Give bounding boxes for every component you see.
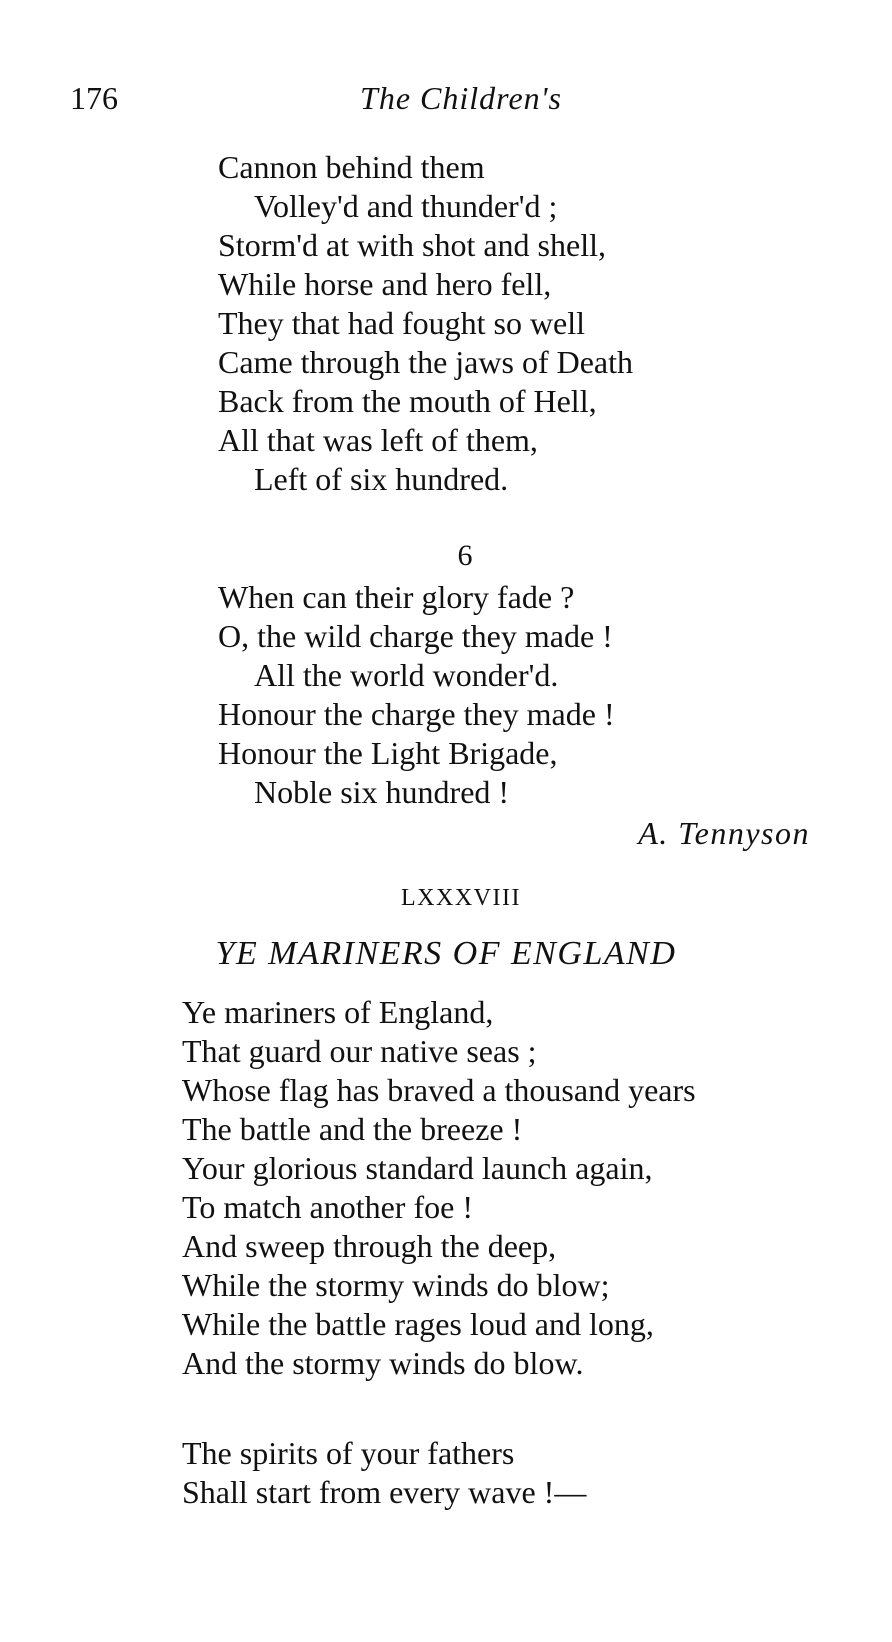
poem-line: Honour the Light Brigade, (218, 735, 558, 771)
poem-line: Storm'd at with shot and shell, (218, 227, 606, 263)
page-number: 176 (70, 80, 118, 116)
poem-line: Your glorious standard launch again, (182, 1150, 653, 1186)
poem-line: And sweep through the deep, (182, 1228, 557, 1264)
poem-line: While the stormy winds do blow; (182, 1267, 610, 1303)
poem-line: While horse and hero fell, (218, 266, 552, 302)
poem-line: Noble six hundred ! (254, 774, 510, 810)
poem-line: Came through the jaws of Death (218, 344, 633, 380)
poem-line: O, the wild charge they made ! (218, 618, 613, 654)
poem-line: That guard our native seas ; (182, 1033, 537, 1069)
poem-line: All that was left of them, (218, 422, 538, 458)
poem-stanza (218, 578, 615, 812)
poem-line: The battle and the breeze ! (182, 1111, 523, 1147)
poem-line: Ye mariners of England, (182, 994, 494, 1030)
poem-line: Back from the mouth of Hell, (218, 383, 597, 419)
poem-line: To match another foe ! (182, 1189, 473, 1225)
poem-line: When can their glory fade ? (218, 579, 575, 615)
poem-line: They that had fought so well (218, 305, 586, 341)
poem-attribution: A. Tennyson (638, 815, 810, 851)
stanza-number: 6 (457, 539, 473, 572)
poem-line: Cannon behind them (218, 149, 485, 185)
running-head: The Children's (360, 80, 562, 116)
poem-line: And the stormy winds do blow. (182, 1345, 584, 1381)
poem-stanza (182, 993, 696, 1383)
poem-line: Left of six hundred. (254, 461, 509, 497)
poem-line: Honour the charge they made ! (218, 696, 615, 732)
poem-line: Shall start from every wave !— (182, 1474, 587, 1510)
poem-line: Whose flag has braved a thousand years (182, 1072, 696, 1108)
poem-line: The spirits of your fathers (182, 1435, 515, 1471)
poem-stanza (182, 1434, 586, 1512)
poem-title: YE MARINERS OF ENGLAND (215, 935, 677, 972)
poem-line: Volley'd and thunder'd ; (254, 188, 558, 224)
poem-line: All the world wonder'd. (254, 657, 559, 693)
poem-line: While the battle rages loud and long, (182, 1306, 654, 1342)
poem-stanza (218, 148, 633, 499)
poem-number: LXXXVIII (401, 885, 521, 911)
